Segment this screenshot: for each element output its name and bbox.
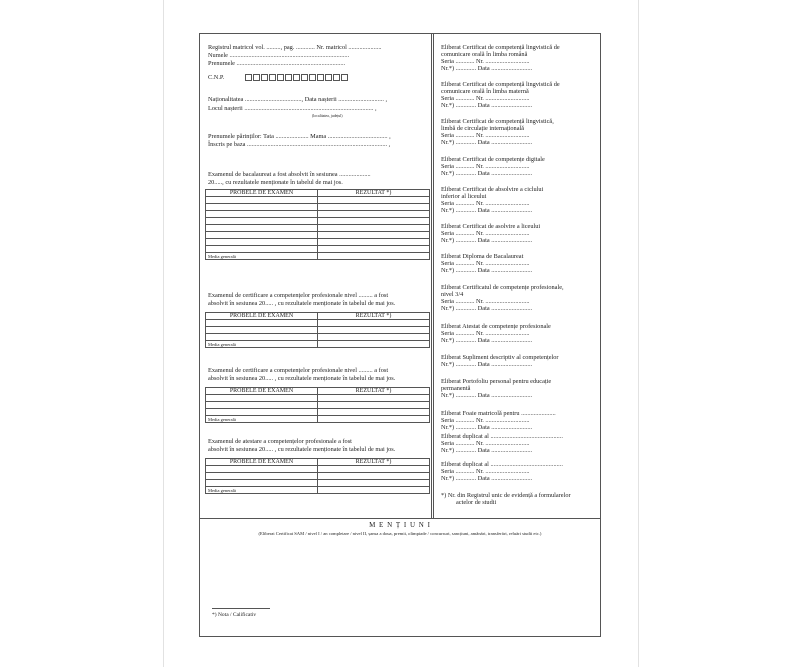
bac-text-1: Examenul de bacalaureat a fost absolvit în sesiunea .................... — [208, 171, 371, 178]
col-rezultat: REZULTAT *) — [318, 190, 430, 197]
b12-title: Eliberat Foaie matricolă pentru ...................... — [441, 410, 556, 417]
registru-line: Registrul matricol vol. ........., pag. ............ Nr. matricol ..................... — [208, 44, 382, 51]
b8-title2: nivel 3/4 — [441, 291, 464, 298]
b2-nr: Nr.*) ............. Data .......................... — [441, 102, 533, 109]
b3-title: Eliberat Certificat de competență lingvistică, — [441, 118, 554, 125]
cnp-boxes — [245, 74, 349, 81]
b2-title2: comunicare orală în limba maternă — [441, 88, 529, 95]
note-separator — [212, 608, 270, 609]
b4-title: Eliberat Certificat de competențe digitale — [441, 156, 545, 163]
bac-text-2: 20....., cu rezultatele menționate în tabelul de mai jos. — [208, 179, 343, 186]
b1-title: Eliberat Certificat de competență lingvistică de — [441, 44, 560, 51]
b1-seria: Seria ............ Nr. ............................ — [441, 58, 530, 65]
b9-title: Eliberat Atestat de competențe profesionale — [441, 323, 551, 330]
b4-seria: Seria ............ Nr. ............................ — [441, 163, 530, 170]
nota-calificativ: *) Nota / Calificativ — [212, 612, 257, 618]
footnote-2: actelor de studii — [456, 499, 497, 506]
b11-title2: permanentă — [441, 385, 471, 392]
media-generala: Media generală — [206, 487, 318, 494]
b10-title: Eliberat Supliment descriptiv al competențelor — [441, 354, 559, 361]
b11-nr: Nr.*) ............. Data .......................... — [441, 392, 533, 399]
b4-nr: Nr.*) ............. Data .......................... — [441, 170, 533, 177]
b13-seria: Seria ............ Nr. ............................ — [441, 440, 530, 447]
cert2-table — [205, 387, 430, 423]
media-generala: Media generală — [206, 416, 318, 423]
cert-table — [205, 312, 430, 348]
b11-title: Eliberat Portofoliu personal pentru educație — [441, 378, 552, 385]
col-rezultat: REZULTAT *) — [318, 388, 430, 395]
atest-table — [205, 458, 430, 494]
b5-nr: Nr.*) ............. Data .......................... — [441, 207, 533, 214]
b10-nr: Nr.*) ............. Data .......................... — [441, 361, 533, 368]
numele-line: Numele ............................................................................ — [208, 52, 350, 59]
col-probe: PROBELE DE EXAMEN — [206, 313, 318, 320]
locul-hint: (localitatea, județul) — [312, 114, 343, 118]
b6-title: Eliberat Certificat de asolvire a liceului — [441, 223, 541, 230]
b13-title: Eliberat duplicat al .............................................. — [441, 433, 563, 440]
footnote-1: *) Nr. din Registrul unic de evidență a formularelor — [441, 492, 571, 499]
b1-title2: comunicare orală în limba română — [441, 51, 528, 58]
cert2-text-2: absolvit în sesiunea 20..... , cu rezultatele menționate în tabelul de mai jos. — [208, 375, 396, 382]
atest-text-2: absolvit în sesiunea 20..... , cu rezultatele menționate în tabelul de mai jos. — [208, 446, 396, 453]
cert-text-2: absolvit în sesiunea 20..... , cu rezultatele menționate în tabelul de mai jos. — [208, 300, 396, 307]
mentiuni-title: M E N Ț I U N I — [369, 521, 431, 529]
b7-seria: Seria ............ Nr. ............................ — [441, 260, 530, 267]
b3-title2: limbă de circulație internațională — [441, 125, 525, 132]
media-generala: Media generală — [206, 253, 318, 260]
b1-nr: Nr.*) ............. Data .......................... — [441, 65, 533, 72]
b5-title2: inferior al liceului — [441, 193, 487, 200]
col-probe: PROBELE DE EXAMEN — [206, 459, 318, 466]
form-frame — [199, 33, 601, 637]
bac-table — [205, 189, 430, 260]
b13-nr: Nr.*) ............. Data .......................... — [441, 447, 533, 454]
b8-nr: Nr.*) ............. Data .......................... — [441, 305, 533, 312]
inscris-line: Înscris pe baza ......................................................................................... , — [208, 141, 391, 148]
b5-seria: Seria ............ Nr. ............................ — [441, 200, 530, 207]
prenumele-line: Prenumele ..................................................................... — [208, 60, 346, 67]
mentiuni-divider — [200, 518, 600, 519]
locul-nasterii-line: Locul nașterii .................................................................................. , — [208, 105, 377, 112]
b6-seria: Seria ............ Nr. ............................ — [441, 230, 530, 237]
b14-title: Eliberat duplicat al .............................................. — [441, 461, 563, 468]
b2-seria: Seria ............ Nr. ............................ — [441, 95, 530, 102]
cnp-label: C.N.P. — [208, 74, 225, 81]
col-probe: PROBELE DE EXAMEN — [206, 190, 318, 197]
b3-nr: Nr.*) ............. Data .......................... — [441, 139, 533, 146]
b14-seria: Seria ............ Nr. ............................ — [441, 468, 530, 475]
b7-nr: Nr.*) ............. Data .......................... — [441, 267, 533, 274]
b2-title: Eliberat Certificat de competență lingvistică de — [441, 81, 560, 88]
b12-nr: Nr.*) ............. Data .......................... — [441, 424, 533, 431]
col-rezultat: REZULTAT *) — [318, 459, 430, 466]
b5-title: Eliberat Certificat de absolvire a ciclului — [441, 186, 544, 193]
col-probe: PROBELE DE EXAMEN — [206, 388, 318, 395]
atest-text-1: Examenul de atestare a competențelor profesionale a fost — [208, 438, 352, 445]
b7-title: Eliberat Diploma de Bacalaureat — [441, 253, 524, 260]
nationalitatea-line: Naționalitatea ...................................., Data nașterii ............................. , — [208, 96, 388, 103]
col-rezultat: REZULTAT *) — [318, 313, 430, 320]
b3-seria: Seria ............ Nr. ............................ — [441, 132, 530, 139]
b14-nr: Nr.*) ............. Data .......................... — [441, 475, 533, 482]
column-divider — [431, 34, 434, 518]
media-generala: Media generală — [206, 341, 318, 348]
b8-title: Eliberat Certificatul de competențe profesionale, — [441, 284, 564, 291]
mentiuni-subtitle: (Eliberat Certificat SAM / nivel I / an completare / nivel II, șansa a doua, premii, olimpiade / concursuri, sancțiuni, amânări, transferări, reluări studii etc.) — [258, 531, 542, 536]
b8-seria: Seria ............ Nr. ............................ — [441, 298, 530, 305]
b6-nr: Nr.*) ............. Data .......................... — [441, 237, 533, 244]
b9-seria: Seria ............ Nr. ............................ — [441, 330, 530, 337]
cert-text-1: Examenul de certificare a competențelor profesionale nivel ......... a fost — [208, 292, 389, 299]
b9-nr: Nr.*) ............. Data .......................... — [441, 337, 533, 344]
parinti-line: Prenumele părinților: Tata ..................... Mama ...................................... , — [208, 133, 391, 140]
b12-seria: Seria ............ Nr. ............................ — [441, 417, 530, 424]
cert2-text-1: Examenul de certificare a competențelor profesionale nivel ......... a fost — [208, 367, 389, 374]
